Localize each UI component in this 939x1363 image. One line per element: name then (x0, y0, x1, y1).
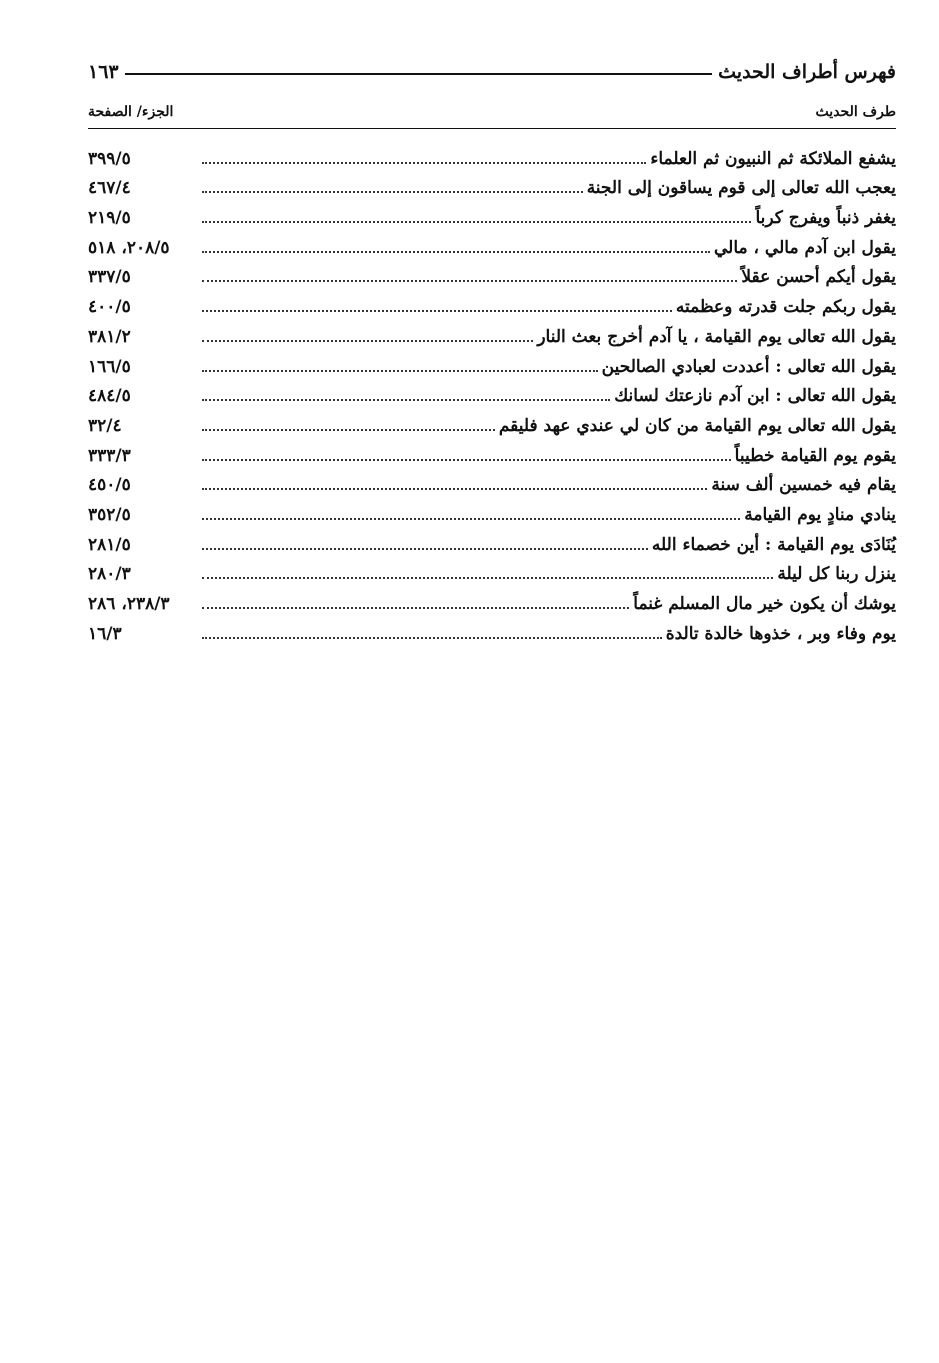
dot-leader (202, 310, 672, 312)
entry-reference: ٣٣٣/٣ (88, 445, 131, 466)
entry-reference: ٢٨١/٥ (88, 534, 131, 555)
entry-text: يقول الله تعالى يوم القيامة ، يا آدم أخرج بعث النار (537, 326, 896, 347)
entry-text: يغفر ذنباً ويفرج كرباً (755, 208, 896, 229)
column-headings-rule (88, 128, 896, 129)
dot-leader (202, 637, 662, 639)
entry-reference: ٤٨٤/٥ (88, 386, 131, 407)
dot-leader (202, 191, 583, 193)
page-number: ١٦٣ (88, 61, 119, 83)
running-header (88, 58, 896, 86)
entry-reference: ٢٠٨/٥، ٥١٨ (88, 237, 170, 258)
index-entry (88, 524, 896, 554)
index-entry (88, 286, 896, 316)
entry-reference: ٣٩٩/٥ (88, 148, 131, 169)
index-entry (88, 435, 896, 465)
entry-text: يُنَادَى يوم القيامة : أين خصماء الله (651, 534, 896, 555)
header-rule (125, 73, 713, 75)
dot-leader (202, 429, 495, 431)
entry-reference: ٤٠٠/٥ (88, 297, 131, 318)
column-heading-volume-page: الجزء/ الصفحة (88, 104, 174, 120)
index-entry (88, 227, 896, 257)
dot-leader (202, 518, 740, 520)
index-entry (88, 346, 896, 376)
entry-reference: ٣٥٢/٥ (88, 504, 131, 525)
entry-text: يوشك أن يكون خير مال المسلم غنماً (633, 594, 896, 614)
column-headings (88, 100, 896, 124)
entry-reference: ٣٣٧/٥ (88, 267, 131, 288)
entry-text: ينزل ربنا كل ليلة (777, 564, 896, 585)
index-entry (88, 554, 896, 584)
dot-leader (202, 251, 710, 253)
dot-leader (202, 577, 773, 579)
page-title: فهرس أطراف الحديث (718, 61, 896, 83)
index-entry (88, 168, 896, 198)
index-entry (88, 197, 896, 227)
dot-leader (202, 488, 707, 490)
dot-leader (202, 221, 751, 223)
column-heading-hadith: طرف الحديث (815, 104, 896, 120)
entry-reference: ٢٨٠/٣ (88, 564, 131, 585)
index-entry (88, 613, 896, 643)
index-entry (88, 465, 896, 495)
entry-reference: ٣٢/٤ (88, 415, 122, 436)
entry-reference: ١٦٦/٥ (88, 356, 131, 377)
entry-text: يوم وفاء وبر ، خذوها خالدة تالدة (665, 623, 896, 644)
entry-text: يشفع الملائكة ثم النبيون ثم العلماء (650, 148, 896, 169)
dot-leader (202, 607, 629, 609)
index-entry (88, 583, 896, 613)
dot-leader (202, 280, 737, 282)
index-entry (88, 376, 896, 406)
index-entry (88, 405, 896, 435)
entry-text: يقول ربكم جلت قدرته وعظمته (675, 297, 896, 318)
index-list (88, 138, 896, 643)
entry-reference: ٤٥٠/٥ (88, 475, 131, 496)
entry-text: يقول الله تعالى : أعددت لعبادي الصالحين (601, 356, 896, 377)
dot-leader (202, 340, 533, 342)
dot-leader (202, 548, 648, 550)
entry-reference: ٢١٩/٥ (88, 208, 131, 229)
index-entry (88, 138, 896, 168)
entry-text: يعجب الله تعالى إلى قوم يساقون إلى الجنة (586, 178, 896, 199)
entry-reference: ٤٦٧/٤ (88, 178, 131, 199)
entry-reference: ١٦/٣ (88, 623, 122, 644)
entry-reference: ٣٨١/٢ (88, 326, 131, 347)
dot-leader (202, 162, 646, 164)
entry-reference: ٢٣٨/٣، ٢٨٦ (88, 594, 170, 614)
entry-text: يقول الله تعالى : ابن آدم نازعتك لسانك (614, 386, 896, 407)
index-entry (88, 316, 896, 346)
entry-text: يقول الله تعالى يوم القيامة من كان لي عندي عهد فليقم (498, 415, 896, 436)
entry-text: ينادي منادٍ يوم القيامة (744, 504, 896, 525)
entry-text: يقول أيكم أحسن عقلاً (741, 267, 896, 288)
dot-leader (202, 459, 731, 461)
dot-leader (202, 399, 610, 401)
index-entry (88, 257, 896, 287)
dot-leader (202, 370, 598, 372)
entry-text: يقول ابن آدم مالي ، مالي (713, 237, 896, 258)
entry-text: يقام فيه خمسين ألف سنة (711, 475, 896, 496)
index-entry (88, 494, 896, 524)
entry-text: يقوم يوم القيامة خطيباً (734, 445, 896, 466)
